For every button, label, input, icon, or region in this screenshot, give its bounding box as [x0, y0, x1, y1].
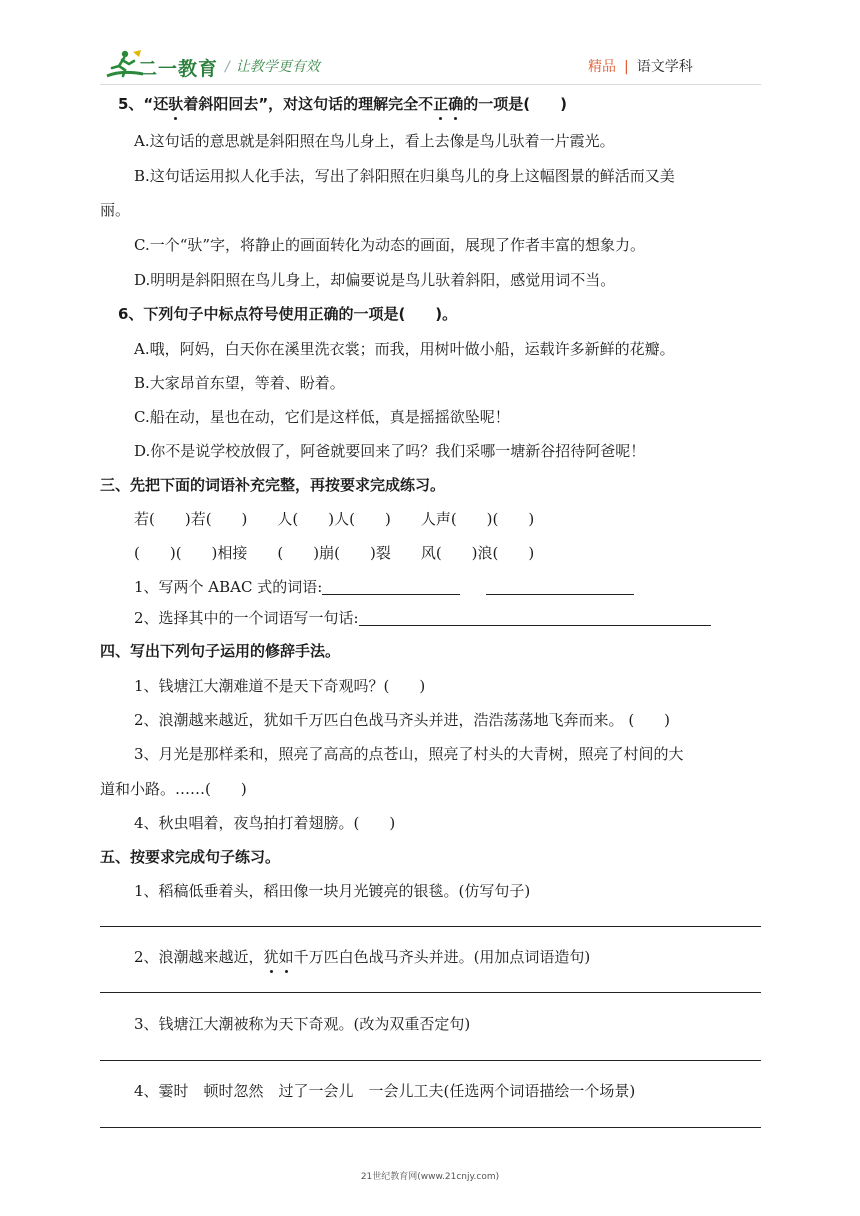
q5-option-c: C.一个“驮”字，将静止的画面转化为动态的画面，展现了作者丰富的想象力。	[134, 236, 646, 254]
q5-option-a: A.这句话的意思就是斜阳照在鸟儿身上，看上去像是鸟儿驮着一片霞光。	[134, 132, 615, 150]
s5-q4: 4、霎时 顿时忽然 过了一会儿 一会儿工夫(任选两个词语描绘一个场景)	[134, 1082, 636, 1100]
s3-q1: 1、写两个 ABAC 式的词语:	[134, 577, 634, 597]
q5-option-d: D.明明是斜阳照在鸟儿身上，却偏要说是鸟儿驮着斜阳，感觉用词不当。	[134, 271, 616, 289]
answer-blank[interactable]	[322, 578, 460, 595]
s3-word-row2: ( )( )相接 ( )崩( )裂 风( )浪( )	[134, 544, 535, 562]
answer-line[interactable]	[100, 992, 761, 993]
q6-option-c: C.船在动，星也在动，它们是这样低，真是摇摇欲坠呢！	[134, 408, 510, 426]
answer-line[interactable]	[100, 1127, 761, 1128]
section3-title: 三、先把下面的词语补充完整，再按要求完成练习。	[100, 476, 446, 494]
brand-name: 二一教育	[138, 58, 219, 80]
q6-title: 6、下列句子中标点符号使用正确的一项是( )。	[118, 305, 458, 323]
s3-q2: 2、选择其中的一个词语写一句话:	[134, 608, 711, 628]
jingpin-label: 精品	[588, 59, 616, 75]
s4-q4: 4、秋虫唱着，夜鸟拍打着翅膀。( )	[134, 814, 396, 832]
q5-title: 5、“还驮着斜阳回去”，对这句话的理解完全不正确的一项是( )	[118, 95, 567, 113]
q5-option-b-line1: B.这句话运用拟人化手法，写出了斜阳照在归巢鸟儿的身上这幅图景的鲜活而又美	[134, 167, 675, 185]
slogan: / 让教学更有效	[225, 59, 320, 75]
q6-option-d: D.你不是说学校放假了，阿爸就要回来了吗？我们采哪一塘新谷招待阿爸呢！	[134, 442, 646, 460]
q6-option-b: B.大家昂首东望，等着、盼着。	[134, 374, 345, 392]
header-divider	[100, 84, 761, 85]
page-header	[0, 0, 860, 88]
s3-word-row1: 若( )若( ) 人( )人( ) 人声( )( )	[134, 510, 535, 528]
answer-blank[interactable]	[359, 609, 711, 626]
s5-q1: 1、稻稿低垂着头，稻田像一块月光镀亮的银毯。(仿写句子)	[134, 882, 531, 900]
answer-blank[interactable]	[486, 578, 634, 595]
subject-label: 语文学科	[636, 59, 693, 75]
q6-option-a: A.哦，阿妈，白天你在溪里洗衣裳；而我，用树叶做小船，运载许多新鲜的花瓣。	[134, 340, 675, 358]
q5-option-b-line2: 丽。	[100, 201, 131, 219]
s4-q1: 1、钱塘江大潮难道不是天下奇观吗？( )	[134, 677, 426, 695]
s4-q3-line2: 道和小路。……( )	[100, 780, 247, 798]
s4-q3-line1: 3、月光是那样柔和，照亮了高高的点苍山，照亮了村头的大青树，照亮了村间的大	[134, 745, 684, 763]
answer-line[interactable]	[100, 1060, 761, 1061]
section4-title: 四、写出下列句子运用的修辞手法。	[100, 642, 341, 660]
answer-line[interactable]	[100, 926, 761, 927]
s5-q3: 3、钱塘江大潮被称为天下奇观。(改为双重否定句)	[134, 1015, 471, 1033]
header-right: 精品 | 语文学科	[588, 59, 693, 75]
s5-q2: 2、浪潮越来越近，犹如千万匹白色战马齐头并进。(用加点词语造句)	[134, 948, 591, 966]
section5-title: 五、按要求完成句子练习。	[100, 848, 281, 866]
page-footer: 21世纪教育网(www.21cnjy.com)	[360, 1172, 500, 1182]
s4-q2: 2、浪潮越来越近，犹如千万匹白色战马齐头并进，浩浩荡荡地飞奔而来。 ( )	[134, 711, 671, 729]
